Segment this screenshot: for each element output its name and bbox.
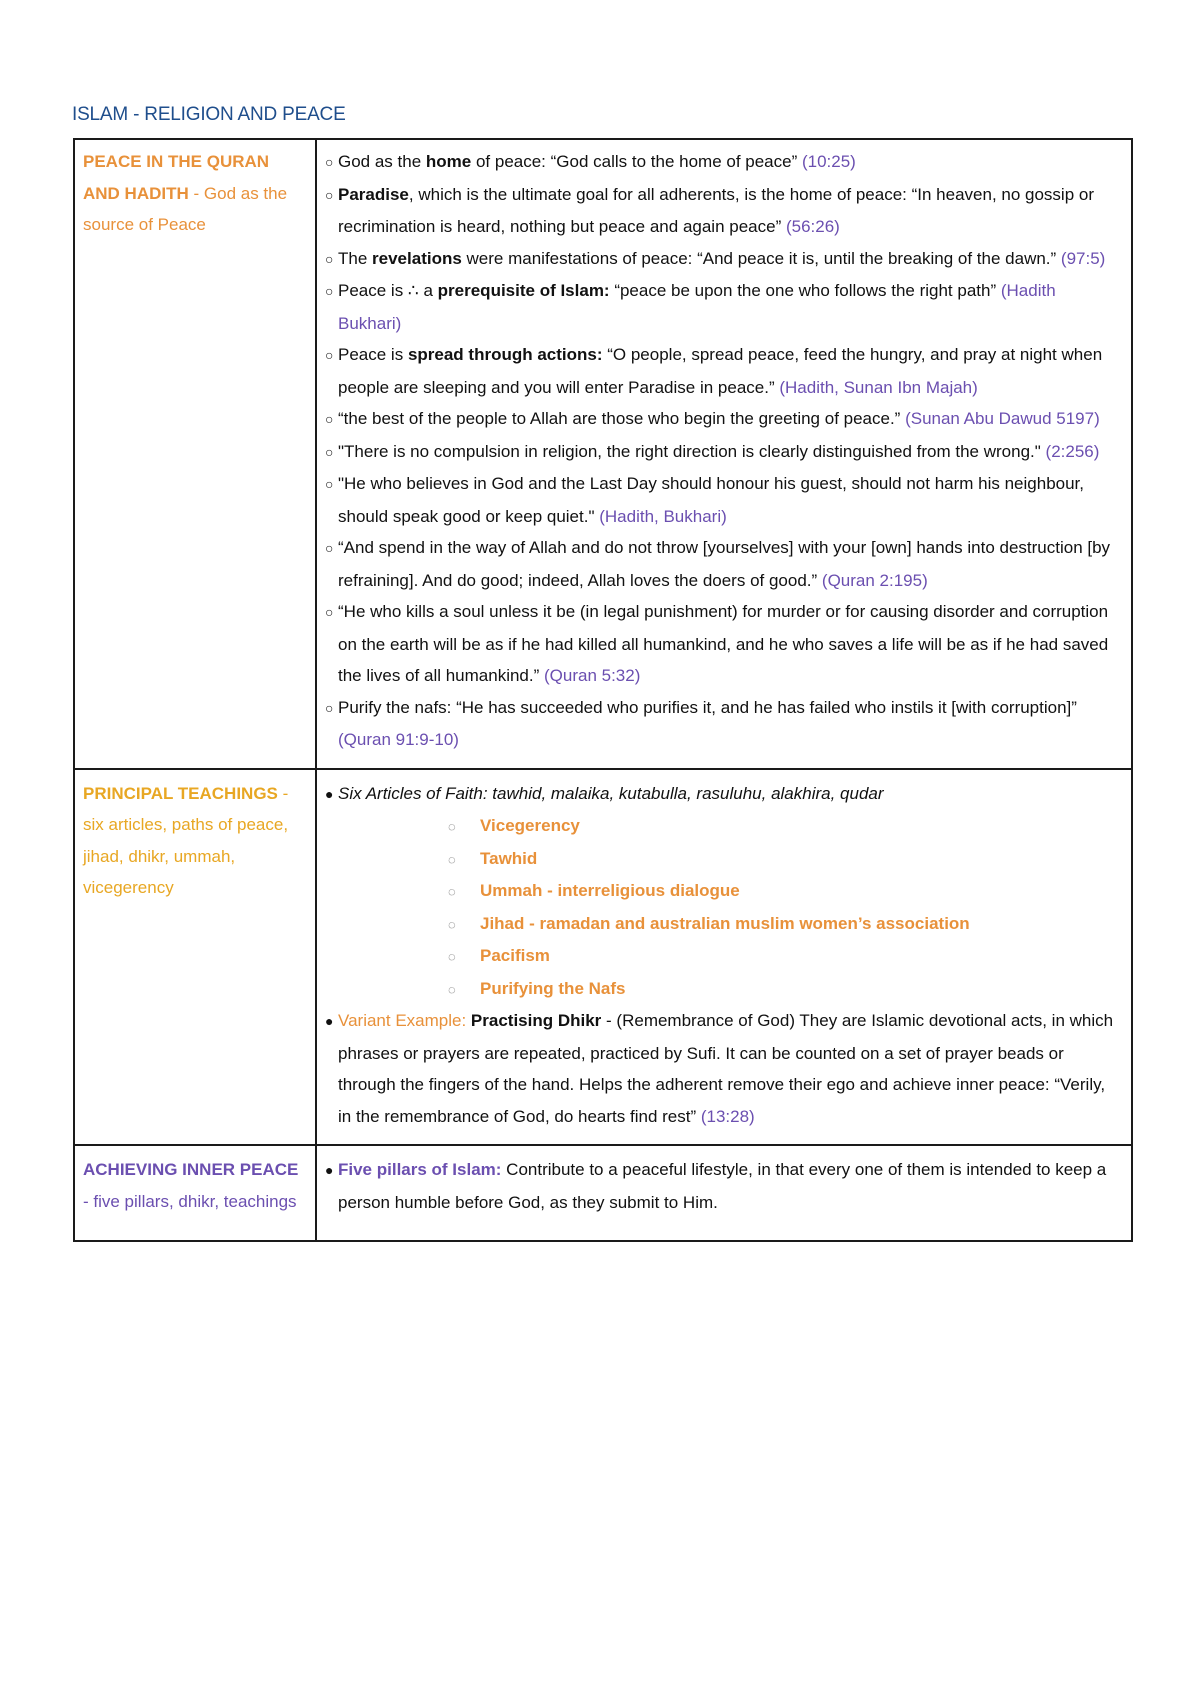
- list-item: [325, 778, 1119, 811]
- item-text: God as the: [338, 152, 426, 171]
- variant-lead: Variant Example:: [338, 1011, 467, 1030]
- circle-outline-icon: ○: [325, 154, 334, 170]
- citation: (Quran 2:195): [821, 570, 928, 590]
- notes-table: [73, 138, 1133, 1242]
- circle-outline-icon: ○: [325, 540, 334, 556]
- citation: (Hadith Bukhari): [338, 281, 1056, 333]
- quote-list: [325, 146, 1119, 756]
- citation: (Hadith, Sunan Ibn Majah): [779, 377, 978, 397]
- citation: (97:5): [1060, 248, 1106, 268]
- item-text: "He who believes in God and the Last Day should honour his guest, should not harm his neighbour, should speak good or keep quiet.": [338, 474, 1085, 526]
- pillars-list: [325, 1154, 1119, 1218]
- teachings-list: [325, 778, 1119, 811]
- sub-item-text: Vicegerency: [480, 816, 580, 835]
- item-text: Peace is: [338, 345, 408, 364]
- sub-list-item: [448, 973, 1119, 1006]
- dotted-circle-icon: ◌: [448, 949, 456, 964]
- filled-circle-icon: ●: [325, 1013, 334, 1029]
- item-text: “And spend in the way of Allah and do not throw [yourselves] with your [own] hands into destruction [by refraining]. And do good; indeed, Allah loves the doers of good.”: [338, 538, 1111, 590]
- circle-outline-icon: ○: [325, 250, 334, 267]
- item-text: Purify the nafs: “He has succeeded who purifies it, and he has failed who instils it [with corruption]”: [338, 697, 1077, 717]
- row-label-heading: PRINCIPAL TEACHINGS: [83, 783, 278, 803]
- item-text: “O people, spread peace, feed the hungry, and pray at night when people are sleeping and you will enter Paradise in peace.”: [338, 345, 1103, 397]
- circle-outline-icon: ○: [325, 347, 334, 363]
- item-bold-text: revelations: [372, 248, 462, 268]
- list-item: [325, 243, 1119, 276]
- row-peace-in-quran: [74, 139, 1132, 769]
- item-bold-text: spread through actions:: [407, 345, 603, 364]
- list-item: [325, 275, 1119, 339]
- item-text: were manifestations of peace: “And peace it is, until the breaking of the dawn.”: [461, 248, 1061, 268]
- row-content-cell: [316, 1145, 1132, 1241]
- teachings-sublist: [325, 810, 1119, 1005]
- item-bold-text: prerequisite of Islam:: [437, 281, 610, 300]
- sub-item-text: Pacifism: [480, 946, 550, 965]
- sub-list-item: [448, 908, 1119, 941]
- item-text: of peace: “God calls to the home of peace”: [471, 152, 802, 171]
- variant-text: - (Remembrance of God) They are Islamic devotional acts, in which phrases or prayers are repeated, practiced by Sufi. It can be counted on a set of prayer beads or through the fingers of the hand. Helps the adherent remove their ego and achieve inner peace: “Verily, in the remembrance of God, do hearts find rest”: [338, 1011, 1114, 1126]
- circle-outline-icon: ○: [325, 699, 334, 716]
- list-item: [325, 596, 1119, 692]
- item-text: “peace be upon the one who follows the right path”: [609, 281, 1001, 300]
- list-item: [325, 179, 1119, 243]
- item-text: Peace is ∴ a: [338, 281, 438, 300]
- sub-list-item: [448, 875, 1119, 908]
- list-item: [325, 339, 1119, 403]
- citation: (Sunan Abu Dawud 5197): [905, 409, 1100, 428]
- citation: (56:26): [785, 217, 840, 236]
- row-label: [83, 146, 307, 241]
- filled-circle-icon: ●: [325, 785, 334, 802]
- list-item: [325, 532, 1119, 596]
- row-achieving-inner-peace: [74, 1145, 1132, 1241]
- pillars-text: Contribute to a peaceful lifestyle, in that every one of them is intended to keep a person humble before God, as they submit to Him.: [338, 1160, 1107, 1212]
- item-text: “He who kills a soul unless it be (in legal punishment) for murder or for causing disorder and corruption on the earth will be as if he had killed all humankind, and he who saves a life will be as if he had saved the lives of all humankind.”: [338, 602, 1109, 685]
- sub-item-text: Purifying the Nafs: [480, 978, 626, 998]
- list-item: [325, 436, 1119, 469]
- item-text: The: [338, 248, 373, 268]
- dotted-circle-icon: ◌: [448, 819, 456, 834]
- citation: (Quran 5:32): [544, 666, 641, 685]
- row-label-cell: [74, 769, 316, 1146]
- row-content-cell: [316, 769, 1132, 1146]
- citation: (10:25): [801, 152, 856, 171]
- row-content-cell: [316, 139, 1132, 769]
- citation: (Quran 91:9-10): [338, 730, 459, 749]
- list-item: [325, 146, 1119, 179]
- dotted-circle-icon: ◌: [448, 981, 456, 997]
- list-item: [325, 1005, 1119, 1132]
- row-label: [83, 778, 307, 904]
- list-item: [325, 403, 1119, 436]
- row-label-desc: - five pillars, dhikr, teachings: [83, 1191, 297, 1211]
- circle-outline-icon: ○: [325, 604, 334, 620]
- dotted-circle-icon: ◌: [448, 884, 456, 899]
- circle-outline-icon: ○: [325, 411, 334, 427]
- sub-list-item: [448, 810, 1119, 843]
- row-label-heading: ACHIEVING INNER PEACE: [83, 1160, 299, 1179]
- sub-item-text: Ummah - interreligious dialogue: [480, 881, 740, 900]
- row-label-desc: - God as the source of Peace: [83, 183, 288, 234]
- row-label-heading: PEACE IN THE QURAN AND HADITH: [83, 152, 270, 203]
- variant-bold: Practising Dhikr: [466, 1011, 602, 1030]
- item-bold-text: Paradise: [338, 184, 409, 204]
- filled-circle-icon: ●: [325, 1162, 334, 1178]
- citation: (13:28): [700, 1106, 755, 1126]
- row-principal-teachings: [74, 769, 1132, 1146]
- sub-list-item: [448, 843, 1119, 876]
- articles-text: Six Articles of Faith: tawhid, malaika, kutabulla, rasuluhu, alakhira, qudar: [338, 783, 884, 803]
- citation: (Hadith, Bukhari): [599, 506, 727, 526]
- circle-outline-icon: ○: [325, 186, 334, 203]
- list-item: [325, 468, 1119, 532]
- row-label-cell: [74, 139, 316, 769]
- pillars-lead: Five pillars of Islam:: [338, 1160, 502, 1179]
- sub-list-item: [448, 940, 1119, 973]
- item-text: "There is no compulsion in religion, the right direction is clearly distinguished from the wrong.": [338, 441, 1046, 461]
- item-text: “the best of the people to Allah are those who begin the greeting of peace.”: [338, 409, 906, 428]
- dotted-circle-icon: ◌: [448, 916, 456, 932]
- list-item: [325, 1154, 1119, 1218]
- document-title: ISLAM - RELIGION AND PEACE: [72, 104, 346, 125]
- sub-item-text: Jihad - ramadan and australian muslim women’s association: [480, 913, 970, 933]
- row-label: [83, 1154, 307, 1217]
- list-item: [325, 692, 1119, 756]
- variant-list: [325, 1005, 1119, 1132]
- sub-item-text: Tawhid: [480, 848, 538, 868]
- dotted-circle-icon: ◌: [448, 851, 456, 867]
- row-label-cell: [74, 1145, 316, 1241]
- item-text: , which is the ultimate goal for all adherents, is the home of peace: “In heaven, no gossip or recrimination is heard, nothing but peace and again peace”: [338, 184, 1095, 236]
- item-bold-text: home: [425, 152, 472, 171]
- circle-outline-icon: ○: [325, 476, 334, 492]
- circle-outline-icon: ○: [325, 283, 334, 299]
- row-label-desc: - six articles, paths of peace, jihad, dhikr, ummah, vicegerency: [83, 783, 289, 897]
- circle-outline-icon: ○: [325, 443, 334, 460]
- citation: (2:256): [1045, 441, 1100, 461]
